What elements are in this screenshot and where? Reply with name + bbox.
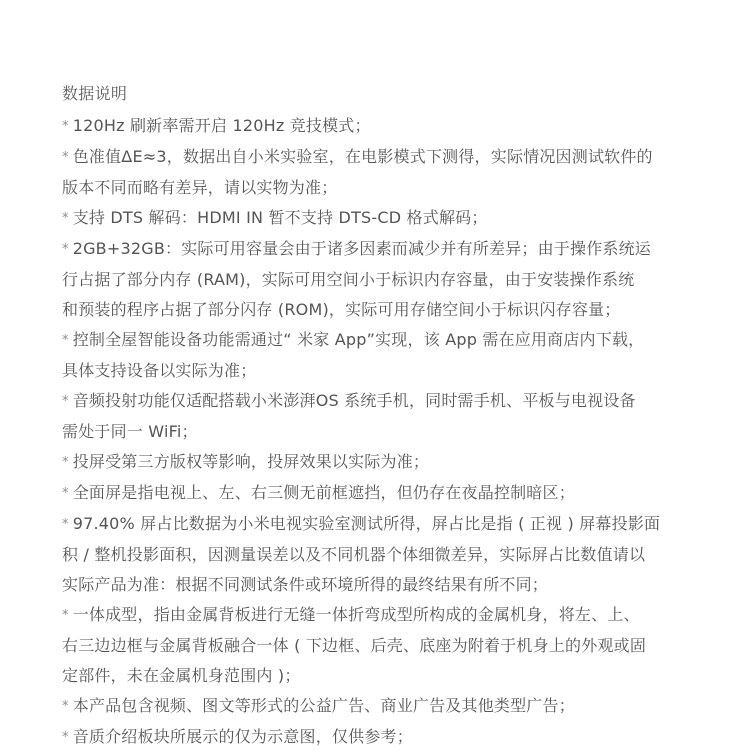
note-line <box>62 111 702 142</box>
note-item <box>62 386 702 447</box>
note-item <box>62 142 702 203</box>
note-item <box>62 111 702 142</box>
note-text: 音频投射功能仅适配搭载小米澎湃OS 系统手机，同时需手机、平板与电视设备 <box>72 391 636 410</box>
note-text: 97.40% 屏占比数据为小米电视实验室测试所得，屏占比是指 ( 正视 ) 屏幕投影面 <box>72 514 661 533</box>
note-item <box>62 325 702 386</box>
notes-list <box>62 111 702 753</box>
data-notes-section <box>62 81 702 753</box>
note-item <box>62 691 702 722</box>
note-item <box>62 234 702 325</box>
note-text: 需处于同一 WiFi； <box>62 422 198 441</box>
note-line <box>62 417 702 447</box>
note-text: 实际产品为准：根据不同测试条件或环境所得的最终结果有所不同； <box>62 575 549 594</box>
bullet-asterisk: * <box>62 150 69 165</box>
note-line <box>62 600 702 631</box>
note-text: 色准值ΔE≈3，数据出自小米实验室，在电影模式下测得，实际情况因测试软件的 <box>72 147 653 166</box>
note-text: 本产品包含视频、图文等形式的公益广告、商业广告及其他类型广告； <box>72 696 575 715</box>
note-text: 支持 DTS 解码：HDMI IN 暂不支持 DTS-CD 格式解码； <box>72 208 488 227</box>
bullet-asterisk: * <box>62 455 69 470</box>
bullet-asterisk: * <box>62 517 69 532</box>
note-line <box>62 325 702 356</box>
bullet-asterisk: * <box>62 333 69 348</box>
note-item <box>62 447 702 478</box>
note-text: 右三边边框与金属背板融合一体 ( 下边框、后壳、底座为附着于机身上的外观或固 <box>62 636 647 655</box>
note-text: 行占据了部分内存 (RAM)，实际可用空间小于标识内存容量，由于安装操作系统 <box>62 270 635 289</box>
note-line <box>62 173 702 203</box>
note-line <box>62 570 702 600</box>
note-text: 具体支持设备以实际为准； <box>62 361 257 380</box>
note-text: 投屏受第三方版权等影响，投屏效果以实际为准； <box>72 452 430 471</box>
note-line <box>62 447 702 478</box>
note-text: 一体成型，指由金属背板进行无缝一体折弯成型所构成的金属机身，将左、上、 <box>72 605 640 624</box>
note-text: 120Hz 刷新率需开启 120Hz 竞技模式； <box>72 116 371 135</box>
bullet-asterisk: * <box>62 608 69 623</box>
note-item <box>62 509 702 600</box>
bullet-asterisk: * <box>62 119 69 134</box>
note-line <box>62 265 702 295</box>
note-line <box>62 356 702 386</box>
note-item <box>62 203 702 234</box>
bullet-asterisk: * <box>62 730 69 745</box>
note-text: 控制全屋智能设备功能需通过“ 米家 App”实现，该 App 需在应用商店内下载， <box>72 330 645 349</box>
note-line <box>62 203 702 234</box>
bullet-asterisk: * <box>62 242 69 257</box>
note-line <box>62 661 702 691</box>
bullet-asterisk: * <box>62 699 69 714</box>
bullet-asterisk: * <box>62 394 69 409</box>
bullet-asterisk: * <box>62 211 69 226</box>
note-line <box>62 540 702 570</box>
note-text: 全面屏是指电视上、左、右三侧无前框遮挡，但仍存在夜晶控制暗区； <box>72 483 575 502</box>
note-text: 版本不同而略有差异，请以实物为准； <box>62 178 338 197</box>
note-line <box>62 691 702 722</box>
note-text: 积 / 整机投影面积，因测量误差以及不同机器个体细微差异，实际屏占比数值请以 <box>62 545 646 564</box>
note-text: 音质介绍板块所展示的仅为示意图，仅供参考； <box>72 727 413 746</box>
note-line <box>62 234 702 265</box>
note-line <box>62 722 702 753</box>
note-item <box>62 600 702 691</box>
note-line <box>62 142 702 173</box>
note-item <box>62 478 702 509</box>
note-line <box>62 295 702 325</box>
note-line <box>62 478 702 509</box>
note-text: 定部件，未在金属机身范围内 )； <box>62 666 301 685</box>
note-line <box>62 386 702 417</box>
section-title: 数据说明 <box>62 84 128 103</box>
note-item <box>62 722 702 753</box>
bullet-asterisk: * <box>62 486 69 501</box>
note-text: 2GB+32GB：实际可用容量会由于诸多因素而减少并有所差异；由于操作系统运 <box>72 239 651 258</box>
note-text: 和预装的程序占据了部分闪存 (ROM)，实际可用存储空间小于标识闪存容量； <box>62 300 621 319</box>
note-line <box>62 509 702 540</box>
note-line <box>62 631 702 661</box>
